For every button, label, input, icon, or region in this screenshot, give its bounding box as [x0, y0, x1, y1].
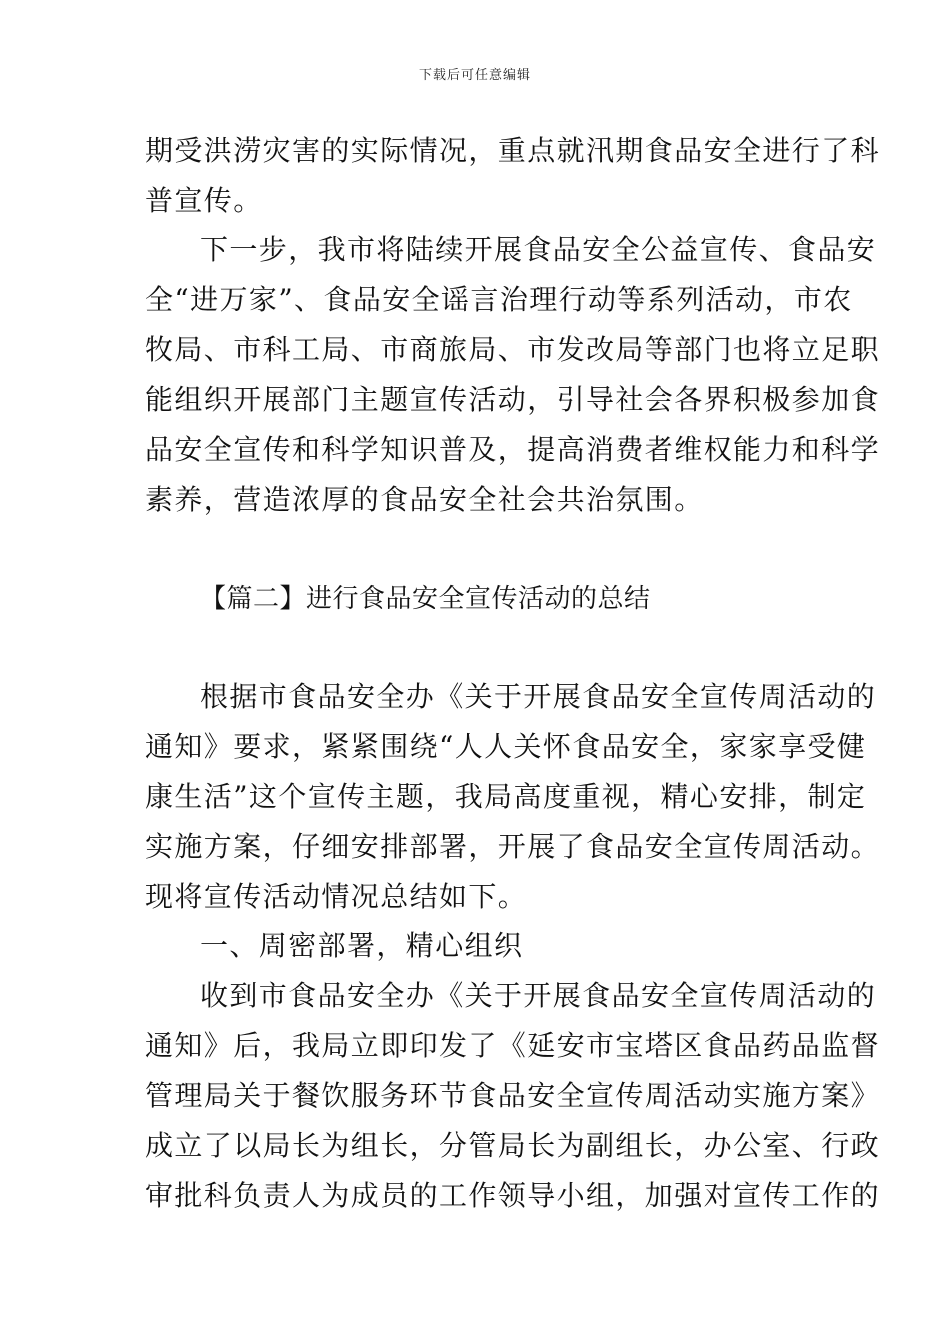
body-text-line: 期受洪涝灾害的实际情况，重点就汛期食品安全进行了科: [145, 134, 881, 167]
subheading: 一、周密部署，精心组织: [200, 929, 524, 962]
body-text-line: 通知》要求，紧紧围绕“人人关怀食品安全，家家享受健: [145, 730, 867, 763]
body-text-line: 品安全宣传和科学知识普及，提高消费者维权能力和科学: [145, 433, 881, 466]
body-text-line: 通知》后，我局立即印发了《延安市宝塔区食品药品监督: [145, 1029, 881, 1062]
body-text-line: 根据市食品安全办《关于开展食品安全宣传周活动的: [200, 680, 877, 713]
body-text-line: 现将宣传活动情况总结如下。: [145, 880, 528, 913]
body-text-line: 实施方案，仔细安排部署，开展了食品安全宣传周活动。: [145, 830, 881, 863]
section-title: 【篇二】进行食品安全宣传活动的总结: [200, 584, 651, 614]
body-text-line: 康生活”这个宣传主题，我局高度重视，精心安排，制定: [145, 780, 867, 813]
body-text-line: 收到市食品安全办《关于开展食品安全宣传周活动的: [200, 979, 877, 1012]
body-text-line: 成立了以局长为组长，分管局长为副组长，办公室、行政: [145, 1129, 881, 1162]
body-text-line: 全“进万家”、食品安全谣言治理行动等系列活动，市农: [145, 283, 853, 316]
body-text-line: 素养，营造浓厚的食品安全社会共治氛围。: [145, 483, 704, 516]
body-text-line: 审批科负责人为成员的工作领导小组，加强对宣传工作的: [145, 1179, 881, 1212]
body-text-line: 能组织开展部门主题宣传活动，引导社会各界积极参加食: [145, 383, 881, 416]
body-text-line: 管理局关于餐饮服务环节食品安全宣传周活动实施方案》: [145, 1079, 881, 1112]
page-header: 下载后可任意编辑: [418, 68, 531, 83]
body-text-line: 下一步，我市将陆续开展食品安全公益宣传、食品安: [200, 233, 877, 266]
body-text-line: 牧局、市科工局、市商旅局、市发改局等部门也将立足职: [145, 333, 881, 366]
body-text-line: 普宣传。: [145, 184, 263, 217]
